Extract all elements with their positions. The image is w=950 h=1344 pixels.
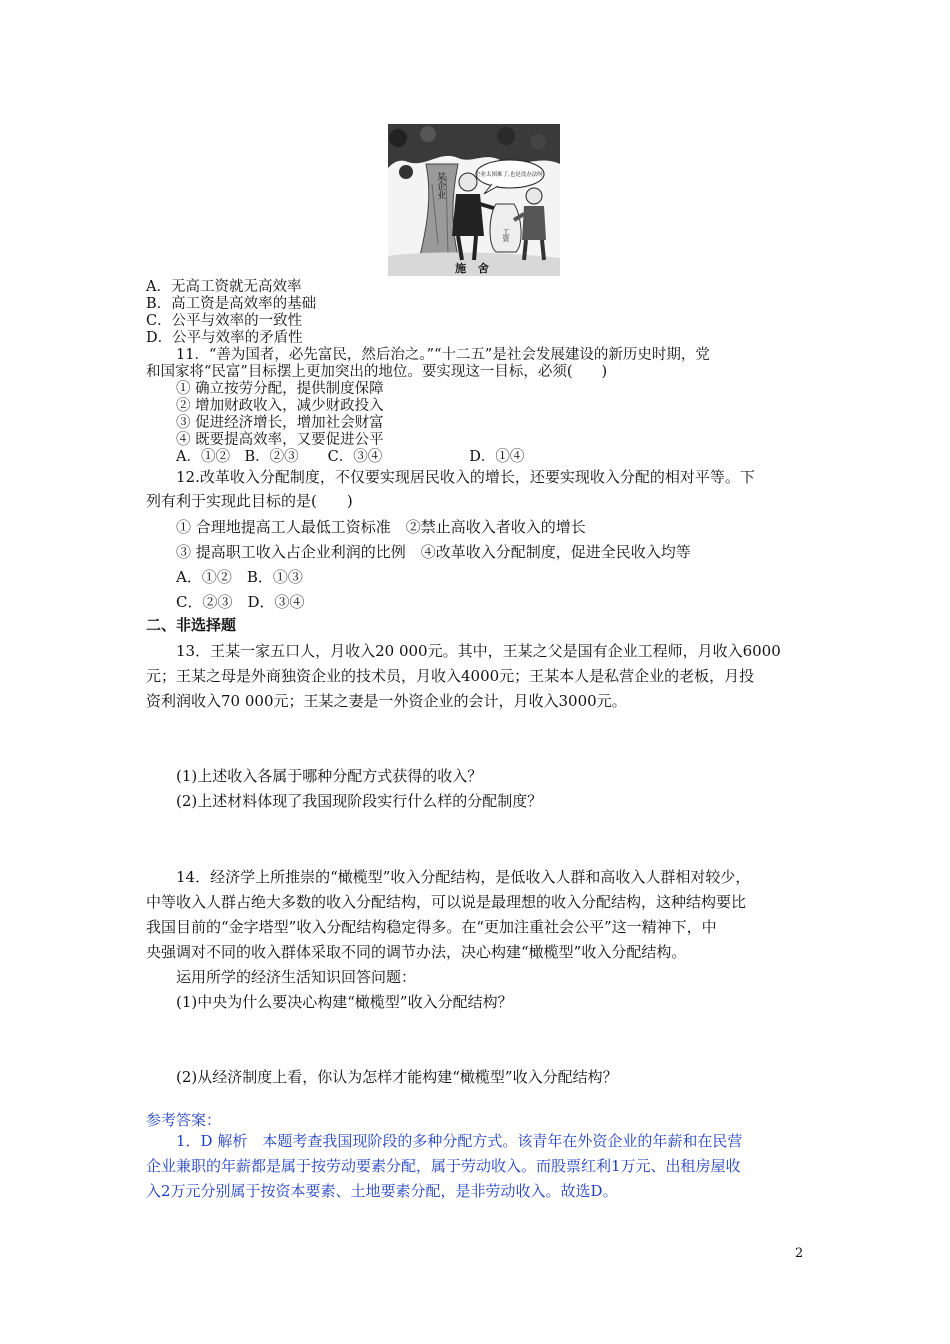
q12-stem-line1: 12.改革收入分配制度，不仅要实现居民收入的增长，还要实现收入分配的相对平等。下 bbox=[176, 468, 755, 486]
q12-options-line2: C．②③ D．③④ bbox=[176, 593, 305, 611]
q14-line3: 我国目前的“金字塔型”收入分配结构稳定得多。在“更加注重社会公平”这一精神下，中 bbox=[146, 918, 717, 936]
section-heading: 二、非选择题 bbox=[146, 616, 237, 634]
cartoon-bag-label: 工资 bbox=[502, 228, 510, 242]
q13-line3: 资利润收入70 000元；王某之妻是一外资企业的会计，月收入3000元。 bbox=[146, 692, 627, 710]
cartoon-illustration bbox=[388, 124, 560, 276]
q12-stem-line2: 列有利于实现此目标的是( ) bbox=[146, 492, 353, 510]
q10-option-a: A．无高工资就无高效率 bbox=[146, 279, 302, 295]
answer-1-line3: 入2万元分别属于按资本要素、土地要素分配，是非劳动收入。故选D。 bbox=[146, 1182, 618, 1200]
page-number: 2 bbox=[795, 1246, 804, 1261]
q11-options: A．①② B．②③ C．③④ D．①④ bbox=[176, 449, 525, 465]
cartoon-caption: 施 舍 bbox=[455, 262, 493, 275]
q11-item-2: ② 增加财政收入，减少财政投入 bbox=[176, 398, 384, 414]
q11-stem-line1: 11．“善为国者，必先富民，然后治之。”“十二五”是社会发展建设的新历史时期，党 bbox=[176, 347, 710, 363]
q14-line1: 14．经济学上所推崇的“橄榄型”收入分配结构，是低收入人群和高收入人群相对较少， bbox=[176, 868, 751, 886]
q13-sub2: (2)上述材料体现了我国现阶段实行什么样的分配制度？ bbox=[176, 792, 543, 810]
q14-sub1: (1)中央为什么要决心构建“橄榄型”收入分配结构？ bbox=[176, 993, 513, 1011]
q14-line5: 运用所学的经济生活知识回答问题： bbox=[176, 968, 417, 986]
q11-item-1: ① 确立按劳分配，提供制度保障 bbox=[176, 381, 384, 397]
q11-item-3: ③ 促进经济增长，增加社会财富 bbox=[176, 415, 384, 431]
cartoon-tree-label: 某企业 bbox=[435, 172, 445, 199]
q11-item-4: ④ 既要提高效率，又要促进公平 bbox=[176, 432, 384, 448]
answer-1-line1: 1．D 解析 本题考查我国现阶段的多种分配方式。该青年在外资企业的年薪和在民营 bbox=[176, 1132, 743, 1150]
q11-stem-line2: 和国家将“民富”目标摆上更加突出的地位。要实现这一目标，必须( ) bbox=[146, 364, 608, 380]
q10-option-b: B．高工资是高效率的基础 bbox=[146, 296, 317, 312]
q10-option-c: C．公平与效率的一致性 bbox=[146, 313, 303, 329]
q12-options-line1: A．①② B．①③ bbox=[176, 568, 303, 586]
q10-option-d: D．公平与效率的矛盾性 bbox=[146, 330, 303, 346]
q13-line1: 13．王某一家五口人，月收入20 000元。其中，王某之父是国有企业工程师，月收入6000 bbox=[176, 642, 781, 660]
cartoon-speech: 企业太困难了,也是没办法呀! bbox=[475, 172, 545, 178]
q12-items-line2: ③ 提高职工收入占企业利润的比例 ④改革收入分配制度，促进全民收入均等 bbox=[176, 543, 691, 561]
q12-items-line1: ① 合理地提高工人最低工资标准 ②禁止高收入者收入的增长 bbox=[176, 518, 586, 536]
q14-sub2: (2)从经济制度上看，你认为怎样才能构建“橄榄型”收入分配结构？ bbox=[176, 1068, 618, 1086]
q14-line2: 中等收入人群占绝大多数的收入分配结构，可以说是最理想的收入分配结构，这种结构要比 bbox=[146, 893, 747, 911]
answer-1-line2: 企业兼职的年薪都是属于按劳动要素分配，属于劳动收入。而股票红利1万元、出租房屋收 bbox=[146, 1157, 741, 1175]
q14-line4: 央强调对不同的收入群体采取不同的调节办法，决心构建“橄榄型”收入分配结构。 bbox=[146, 943, 687, 961]
answers-heading: 参考答案： bbox=[146, 1111, 222, 1129]
q13-sub1: (1)上述收入各属于哪种分配方式获得的收入？ bbox=[176, 767, 483, 785]
q13-line2: 元；王某之母是外商独资企业的技术员，月收入4000元；王某本人是私营企业的老板，月投 bbox=[146, 667, 755, 685]
